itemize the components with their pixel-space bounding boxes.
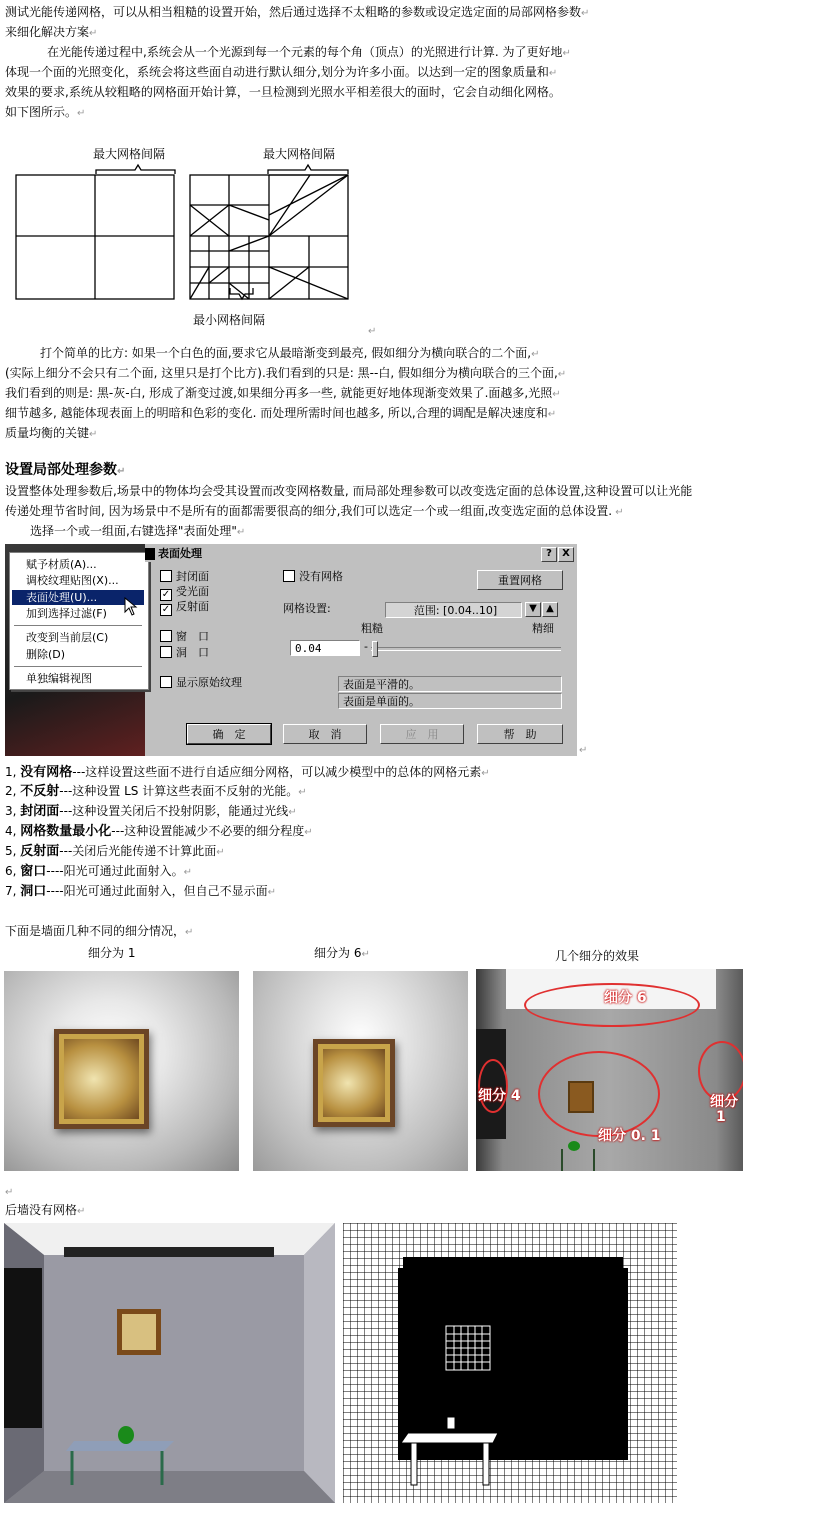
checkbox-show-texture[interactable]: 显示原始纹理 — [160, 676, 242, 690]
menu-separator — [14, 625, 142, 626]
dialog-title: 表面处理 — [158, 547, 202, 560]
intro-line-4: 体现一个面的光照变化，系统会将这些面自动进行默认细分,划分为许多小面。以达到一定的图象质量和↵ — [5, 65, 558, 79]
tag-subdivision-01: 细分 0. 1 — [598, 1128, 661, 1144]
mesh-slider-thumb[interactable] — [372, 641, 378, 657]
mouse-cursor-icon — [124, 597, 138, 617]
app-icon — [145, 548, 155, 560]
intro-line-1: 测试光能传递网格，可以从相当粗糙的设置开始，然后通过选择不太粗略的参数或设定选定面的局部网格参数↵ — [5, 5, 590, 19]
menu-item-surface-processing[interactable]: 表面处理(U)... — [12, 590, 144, 605]
analogy-line-2: (实际上细分不会只有二个面, 这里只是打个比方).我们看到的只是: 黑--白, 假如细分为横向联合的三个面,↵ — [5, 366, 567, 380]
list-item: 4, 网格数量最小化---这种设置能减少不必要的细分程度↵ — [5, 824, 313, 839]
range-up-arrow-icon[interactable]: ▲ — [542, 602, 558, 617]
mesh-slider-track[interactable] — [371, 647, 561, 651]
checkbox-reflect-face[interactable]: ✓ 反射面 — [161, 600, 209, 615]
help-title-button[interactable]: ? — [541, 547, 557, 562]
fine-label: 精细 — [532, 622, 554, 635]
render-back-wall — [4, 1223, 335, 1503]
list-item: 6, 窗口----阳光可通过此面射入。↵ — [5, 864, 193, 879]
menu-item-adjust-texture[interactable]: 调校纹理贴图(X)... — [26, 574, 119, 587]
room-render — [4, 1223, 335, 1503]
menu-item-edit-view[interactable]: 单独编辑视图 — [26, 672, 92, 685]
list-item: 7, 洞口----阳光可通过此面射入，但自己不显示面↵ — [5, 884, 277, 899]
section-heading: 设置局部处理参数↵ — [5, 462, 126, 478]
render-subdivision-1 — [4, 971, 239, 1171]
menu-separator — [14, 666, 142, 667]
para-mark: ↵ — [579, 745, 588, 756]
context-menu — [9, 552, 149, 690]
caption-effects: 几个细分的效果 — [555, 949, 640, 963]
checkbox-window-box[interactable] — [160, 630, 172, 642]
checkbox-no-mesh[interactable]: 没有网格 — [283, 570, 343, 584]
gallery-intro: 下面是墙面几种不同的细分情况，↵ — [5, 924, 194, 938]
menu-item-delete[interactable]: 删除(D) — [26, 648, 66, 661]
render-effects — [476, 969, 743, 1171]
intro-line-5: 效果的要求,系统从较粗略的网格面开始计算，一旦检测到光照水平相差很大的面时，它会自动细化网格。 — [5, 85, 561, 99]
mesh-settings-label: 网格设置: — [283, 602, 331, 615]
surface-dialog-screenshot — [5, 544, 577, 756]
analogy-line-5: 质量均衡的关键↵ — [5, 426, 98, 440]
painting-frame — [313, 1039, 395, 1127]
checkbox-hole-box[interactable] — [160, 646, 172, 658]
mesh-value-input[interactable]: 0.04 — [290, 640, 360, 656]
cancel-button[interactable]: 取 消 — [283, 724, 367, 744]
info-smooth: 表面是平滑的。 — [338, 676, 562, 692]
list-item: 3, 封闭面---这种设置关闭后不投射阴影，能通过光线↵ — [5, 804, 297, 819]
label-max-spacing-right: 最大网格间隔 — [263, 147, 336, 161]
coarse-label: 粗糙 — [361, 622, 383, 635]
para-mark: ↵ — [368, 326, 377, 337]
vase — [568, 1141, 580, 1151]
menu-item-change-layer[interactable]: 改变到当前层(C) — [26, 631, 109, 644]
section-line-1: 设置整体处理参数后,场景中的物体均会受其设置而改变网格数量, 而局部处理参数可以改变选定面的总体设置,这种设置可以让光能 — [5, 484, 693, 498]
back-wall-caption: 后墙没有网格↵ — [5, 1203, 86, 1217]
label-min-spacing: 最小网格间隔 — [193, 313, 266, 327]
range-display: 范围: [0.04..10] — [385, 602, 522, 618]
checkbox-no-mesh-box[interactable] — [283, 570, 295, 582]
slider-min-mark: - — [364, 640, 368, 653]
tag-subdivision-6: 细分 6 — [604, 990, 647, 1006]
close-title-button[interactable]: X — [558, 547, 574, 562]
analogy-line-4: 细节越多, 越能体现表面上的明暗和色彩的变化. 而处理所需时间也越多, 所以,合理的调配是解决速度和↵ — [5, 406, 557, 420]
intro-line-6: 如下图所示。↵ — [5, 105, 86, 119]
label-max-spacing-left: 最大网格间隔 — [93, 147, 166, 161]
tag-subdivision-1b: 1 — [716, 1109, 726, 1125]
list-item: 1, 没有网格---这样设置这些面不进行自适应细分网格，可以减少模型中的总体的网格元素↵ — [5, 765, 490, 780]
ok-button[interactable]: 确 定 — [187, 724, 271, 744]
caption-subdivision-6: 细分为 6↵ — [314, 946, 370, 960]
menu-item-assign-material[interactable]: 赋予材质(A)... — [26, 558, 97, 571]
reset-mesh-button[interactable]: 重置网格 — [477, 570, 563, 590]
apply-button[interactable]: 应 用 — [380, 724, 464, 744]
section-line-3: 选择一个或一组面,右键选择"表面处理"↵ — [30, 524, 246, 538]
render-subdivision-6 — [253, 971, 468, 1171]
checkbox-show-texture-box[interactable] — [160, 676, 172, 688]
range-down-arrow-icon[interactable]: ▼ — [525, 602, 541, 617]
section-line-2: 传递处理节省时间, 因为场景中不是所有的面都需要很高的细分,我们可以选定一个或一组面,改变选定面的总体设置. ↵ — [5, 504, 624, 518]
checkbox-window[interactable]: 窗 口 — [160, 630, 209, 644]
help-button[interactable]: 帮 助 — [477, 724, 563, 744]
intro-line-2: 来细化解决方案↵ — [5, 25, 98, 39]
wireframe-render — [343, 1223, 677, 1503]
render-back-wall-wireframe — [343, 1223, 677, 1503]
list-item: 2, 不反射---这种设置 LS 计算这些表面不反射的光能。↵ — [5, 784, 307, 799]
checkbox-reflect-face-box[interactable]: ✓ — [161, 604, 171, 615]
para-mark: ↵ — [5, 1187, 14, 1198]
dialog-title-bar — [145, 546, 575, 562]
list-item: 5, 反射面---关闭后光能传递不计算此面↵ — [5, 844, 225, 859]
checkbox-closed-face[interactable]: 封闭面 — [160, 570, 209, 584]
intro-line-3: 在光能传递过程中,系统会从一个光源到每一个元素的每个角（顶点）的光照进行计算. 为了更好地↵ — [47, 45, 571, 59]
tag-subdivision-1a: 细分 — [710, 1094, 738, 1110]
mesh-diagram — [10, 160, 355, 310]
painting-frame — [54, 1029, 149, 1129]
caption-subdivision-1: 细分为 1 — [88, 946, 136, 960]
menu-item-add-filter[interactable]: 加到选择过滤(F) — [26, 607, 107, 620]
checkbox-hole[interactable]: 洞 口 — [160, 646, 209, 660]
analogy-line-1: 打个简单的比方: 如果一个白色的面,要求它从最暗渐变到最亮, 假如细分为横向联合的二个面,↵ — [40, 346, 540, 360]
tag-subdivision-4: 细分 4 — [478, 1088, 521, 1104]
analogy-line-3: 我们看到的则是: 黑-灰-白, 形成了渐变过渡,如果细分再多一些, 就能更好地体现渐变效果了.面越多,光照↵ — [5, 386, 561, 400]
checkbox-receive-light-box[interactable]: ✓ — [161, 589, 171, 600]
checkbox-receive-light[interactable]: ✓ 受光面 — [161, 585, 209, 600]
checkbox-closed-face-box[interactable] — [160, 570, 172, 582]
table — [561, 1149, 595, 1171]
info-single-sided: 表面是单面的。 — [338, 693, 562, 709]
